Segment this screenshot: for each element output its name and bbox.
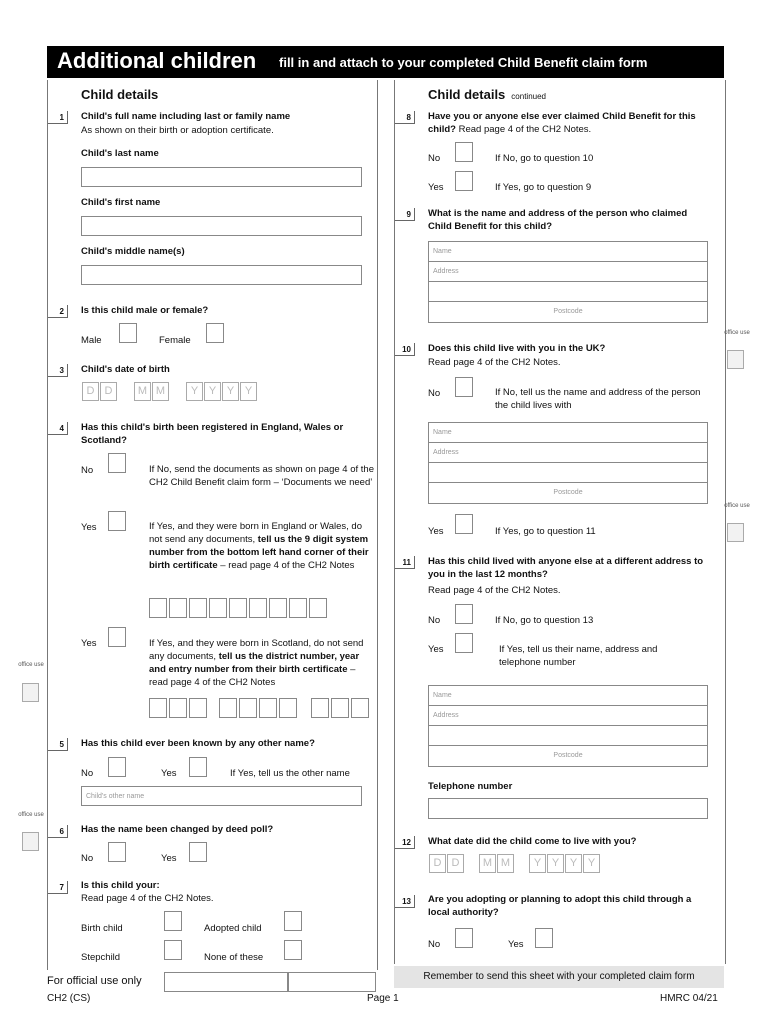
q10-note: Read page 4 of the CH2 Notes. [428, 357, 561, 368]
date-year-cell[interactable]: Y [547, 854, 564, 873]
yes-label: Yes [428, 182, 444, 193]
dob-month-cell[interactable]: M [134, 382, 151, 401]
claimant-address-block[interactable] [428, 241, 708, 323]
date-year-cell[interactable]: Y [565, 854, 582, 873]
female-checkbox[interactable] [206, 323, 224, 343]
date-day-cell[interactable]: D [447, 854, 464, 873]
date-day-cell[interactable]: D [429, 854, 446, 873]
none-of-these-checkbox[interactable] [284, 940, 302, 960]
birth-child-checkbox[interactable] [164, 911, 182, 931]
address-field[interactable]: Address [429, 262, 707, 282]
address-field[interactable] [429, 282, 707, 302]
first-name-label: Child's first name [81, 197, 161, 208]
q9-title: What is the name and address of the person who claimed Child Benefit for this child? [428, 208, 688, 232]
q6-title: Has the name been changed by deed poll? [81, 824, 274, 835]
stepchild-checkbox[interactable] [164, 940, 182, 960]
female-label: Female [159, 335, 191, 346]
dob-day-cell[interactable]: D [100, 382, 117, 401]
question-number: 3 [48, 364, 68, 377]
office-use-box [727, 523, 744, 542]
office-use-label: office use [18, 662, 44, 668]
address-field[interactable] [429, 463, 707, 483]
office-use-box [727, 350, 744, 369]
question-number: 10 [395, 343, 415, 356]
residence-address-block[interactable] [428, 422, 708, 504]
q7-note: Read page 4 of the CH2 Notes. [81, 893, 214, 904]
dob-year-cell[interactable]: Y [186, 382, 203, 401]
date-month-cell[interactable]: M [497, 854, 514, 873]
q8-yes-text: If Yes, go to question 9 [495, 182, 592, 193]
q1-note: As shown on their birth or adoption certificate. [81, 125, 274, 136]
form-code: CH2 (CS) [47, 993, 91, 1004]
section-title: Child details [81, 87, 159, 102]
postcode-field[interactable]: Postcode [553, 489, 583, 496]
yes-england-checkbox[interactable] [108, 511, 126, 531]
office-use-box [22, 683, 39, 702]
adopted-child-checkbox[interactable] [284, 911, 302, 931]
no-label: No [81, 853, 94, 864]
postcode-field[interactable]: Postcode [553, 752, 583, 759]
no-checkbox[interactable] [108, 453, 126, 473]
office-use-label: office use [18, 812, 44, 818]
yes-checkbox[interactable] [189, 757, 207, 777]
yes-label: Yes [161, 768, 177, 779]
q11-title: Has this child lived with anyone else at a different address to you in the last 12 months? [428, 556, 704, 580]
official-use-label: For official use only [47, 975, 142, 987]
instruction-bold: tell us the district number, year and entry number from their birth certificate [149, 651, 360, 675]
adopted-child-label: Adopted child [204, 923, 262, 934]
q4-no-instructions: If No, send the documents as shown on page 4 of the CH2 Child Benefit claim form – ‘Documents we need’ [149, 464, 374, 488]
q4-yes-scotland-instructions [149, 637, 377, 689]
date-year-cell[interactable]: Y [529, 854, 546, 873]
no-label: No [428, 388, 441, 399]
q8-title-text: Have you or anyone else ever claimed Child Benefit for this child? [428, 111, 696, 135]
no-label: No [428, 939, 441, 950]
question-number: 1 [48, 111, 68, 124]
dob-year-cell[interactable]: Y [204, 382, 221, 401]
address-field[interactable]: Address [429, 443, 707, 463]
q7-title: Is this child your: [81, 880, 160, 891]
question-number: 9 [395, 208, 415, 221]
form-reference: HMRC 04/21 [660, 993, 718, 1004]
date-month-cell[interactable]: M [479, 854, 496, 873]
question-number: 4 [48, 422, 68, 435]
birth-child-label: Birth child [81, 923, 123, 934]
question-number: 2 [48, 305, 68, 318]
q12-title: What date did the child come to live with you? [428, 836, 637, 847]
q3-title: Child's date of birth [81, 364, 170, 375]
q4-yes-england-instructions [149, 520, 375, 572]
yes-checkbox[interactable] [189, 842, 207, 862]
male-label: Male [81, 335, 102, 346]
no-label: No [428, 615, 441, 626]
office-use-label: office use [724, 330, 750, 336]
q4-title: Has this child's birth been registered in England, Wales or Scotland? [81, 422, 344, 446]
question-number: 5 [48, 738, 68, 751]
no-checkbox[interactable] [455, 377, 473, 397]
no-checkbox[interactable] [455, 142, 473, 162]
other-name-input[interactable]: Child's other name [81, 786, 362, 806]
q13-title: Are you adopting or planning to adopt this child through a local authority? [428, 894, 692, 918]
question-number: 7 [48, 881, 68, 894]
question-number: 6 [48, 825, 68, 838]
none-of-these-label: None of these [204, 952, 264, 963]
dob-year-cell[interactable]: Y [240, 382, 257, 401]
yes-label: Yes [428, 644, 444, 655]
date-year-cell[interactable]: Y [583, 854, 600, 873]
previous-address-block[interactable] [428, 685, 708, 767]
yes-label: Yes [161, 853, 177, 864]
official-use-box [164, 972, 288, 992]
last-name-label: Child's last name [81, 148, 159, 159]
yes-checkbox[interactable] [535, 928, 553, 948]
q10-title: Does this child live with you in the UK? [428, 343, 606, 354]
q10-yes-text: If Yes, go to question 11 [495, 526, 596, 537]
q2-title: Is this child male or female? [81, 305, 209, 316]
stepchild-label: Stepchild [81, 952, 121, 963]
form-header [47, 46, 724, 78]
postcode-field[interactable]: Postcode [553, 308, 583, 315]
middle-name-label: Child's middle name(s) [81, 246, 185, 257]
section-title-continued [428, 87, 546, 102]
instruction-text: If Yes, and they were born in England or Wales, do not send any documents, [149, 521, 363, 545]
q8-title [428, 110, 713, 136]
yes-checkbox[interactable] [455, 633, 473, 653]
first-name-input[interactable] [81, 216, 362, 236]
yes-label: Yes [428, 526, 444, 537]
telephone-label: Telephone number [428, 781, 513, 792]
yes-checkbox[interactable] [455, 171, 473, 191]
page-number: Page 1 [367, 993, 399, 1004]
office-use-box [22, 832, 39, 851]
form-title: Additional children [57, 48, 257, 73]
reminder-banner: Remember to send this sheet with your completed claim form [394, 966, 724, 988]
office-use-label: office use [724, 503, 750, 509]
dob-year-cell[interactable]: Y [222, 382, 239, 401]
instruction-bold: tell us the 9 digit system number from the bottom left hand corner of their birth certificate [149, 534, 369, 571]
yes-scotland-checkbox[interactable] [108, 627, 126, 647]
q10-no-text: If No, tell us the name and address of the person the child lives with [495, 387, 701, 411]
q11-note: Read page 4 of the CH2 Notes. [428, 585, 561, 596]
question-number: 8 [395, 111, 415, 124]
question-number: 11 [395, 556, 415, 569]
no-label: No [81, 768, 94, 779]
middle-name-input[interactable] [81, 265, 362, 285]
q5-yes-text: If Yes, tell us the other name [230, 768, 350, 779]
yes-label: Yes [81, 522, 97, 533]
instruction-text: – read page 4 of the CH2 Notes [220, 560, 355, 571]
yes-label: Yes [81, 638, 97, 649]
q8-note: Read page 4 of the CH2 Notes. [458, 124, 592, 135]
instruction-text: If Yes, and they were born in Scotland, do not send any documents, [149, 638, 364, 662]
q8-no-text: If No, go to question 10 [495, 153, 594, 164]
male-checkbox[interactable] [119, 323, 137, 343]
no-label: No [81, 465, 94, 476]
address-field[interactable]: Address [429, 706, 707, 726]
no-checkbox[interactable] [455, 604, 473, 624]
no-checkbox[interactable] [108, 842, 126, 862]
name-field[interactable]: Name [429, 242, 707, 262]
dob-month-cell[interactable]: M [152, 382, 169, 401]
address-field[interactable] [429, 726, 707, 746]
instruction-text: – read page 4 of the CH2 Notes [149, 664, 356, 688]
question-number: 13 [395, 895, 415, 908]
section-title: Child details [428, 87, 506, 102]
yes-label: Yes [508, 939, 524, 950]
question-number: 12 [395, 836, 415, 849]
q5-title: Has this child ever been known by any other name? [81, 738, 315, 749]
name-field[interactable]: Name [429, 423, 707, 443]
q11-no-text: If No, go to question 13 [495, 615, 594, 626]
dob-day-cell[interactable]: D [82, 382, 99, 401]
q1-title: Child's full name including last or family name [81, 111, 291, 122]
name-field[interactable]: Name [429, 686, 707, 706]
no-checkbox[interactable] [455, 928, 473, 948]
official-use-box [288, 972, 376, 992]
telephone-input[interactable] [428, 798, 708, 819]
no-label: No [428, 153, 441, 164]
q11-yes-text: If Yes, tell us their name, address and telephone number [499, 644, 658, 668]
no-checkbox[interactable] [108, 757, 126, 777]
section-subtitle: continued [511, 92, 546, 101]
yes-checkbox[interactable] [455, 514, 473, 534]
last-name-input[interactable] [81, 167, 362, 187]
form-subtitle: fill in and attach to your completed Child Benefit claim form [279, 55, 648, 70]
